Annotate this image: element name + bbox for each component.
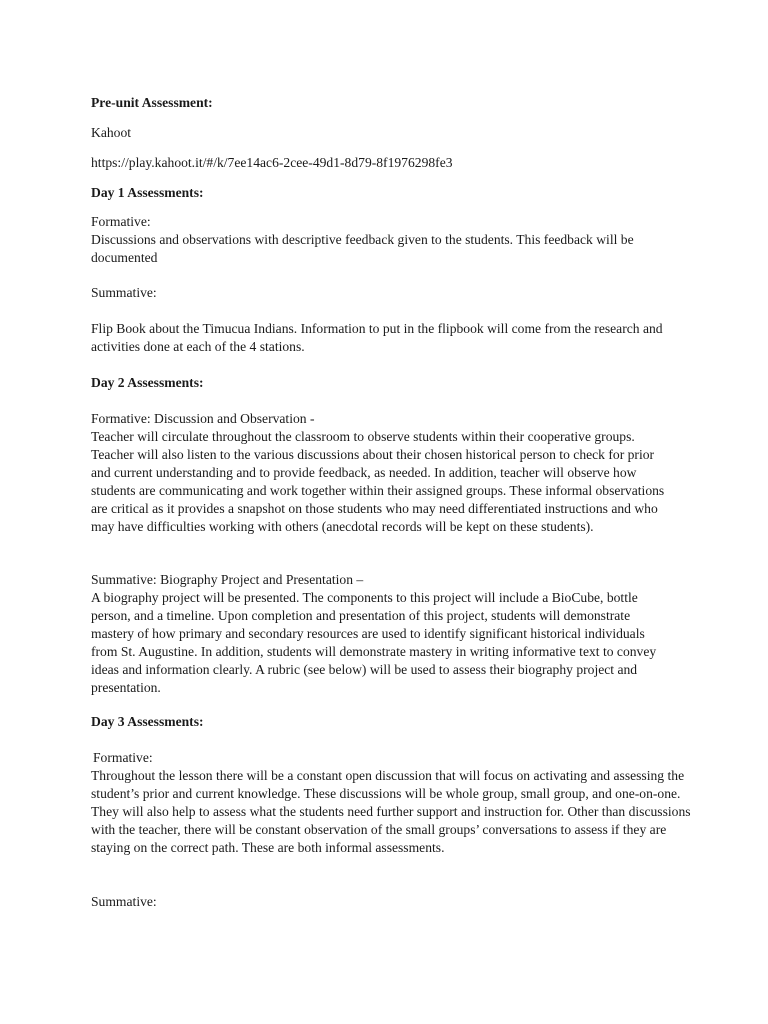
day2-summative-label: Summative: Biography Project and Presentation – — [91, 572, 364, 587]
day1-heading: Day 1 Assessments: — [91, 185, 204, 200]
day2-formative-text: Teacher will circulate throughout the classroom to observe students within their cooperative groups. Teacher will also listen to the various discussions about their chosen historical person to check for prior and current understanding and to provide feedback, as needed. In addition, teacher will observe how students are communicating and work together within their assigned groups. These informal observations are critical as it provides a snapshot on those students who may need differentiated instructions and who may have difficulties working with others (anecdotal records will be kept on these students). — [91, 429, 665, 534]
day3-formative-text: Throughout the lesson there will be a constant open discussion that will focus on activating and assessing the student’s prior and current knowledge. These discussions will be whole group, small group, and one-on-one. They will also help to assess what the students need further support and instruction for. Other than discussions with the teacher, there will be constant observation of the small groups’ conversations to assess if they are staying on the correct path. These are both informal assessments. — [91, 768, 691, 855]
day1-formative-label: Formative: — [91, 214, 151, 229]
kahoot-link[interactable]: https://play.kahoot.it/#/k/7ee14ac6-2cee-49d1-8d79-8f1976298fe3 — [91, 155, 453, 170]
day1-summative-text: Flip Book about the Timucua Indians. Information to put in the flipbook will come from the research and activities done at each of the 4 stations. — [91, 321, 663, 354]
day3-summative-label: Summative: — [91, 894, 157, 909]
day2-formative-label: Formative: Discussion and Observation - — [91, 411, 315, 426]
day1-summative-label: Summative: — [91, 285, 157, 300]
day3-formative-label: Formative: — [93, 750, 153, 765]
pre-unit-tool: Kahoot — [91, 125, 132, 140]
day2-heading: Day 2 Assessments: — [91, 375, 204, 390]
day3-heading: Day 3 Assessments: — [91, 714, 204, 729]
day2-summative-text: A biography project will be presented. The components to this project will include a BioCube, bottle person, and a timeline. Upon completion and presentation of this project, students will demonstrate mastery of how primary and secondary resources are used to identify significant historical individuals from St. Augustine. In addition, students will demonstrate mastery in writing informative text to convey ideas and information clearly. A rubric (see below) will be used to assess their biography project and presentation. — [91, 590, 657, 695]
pre-unit-heading: Pre-unit Assessment: — [91, 95, 213, 110]
day1-formative-text: Discussions and observations with descriptive feedback given to the students. This feedback will be documented — [91, 232, 634, 265]
